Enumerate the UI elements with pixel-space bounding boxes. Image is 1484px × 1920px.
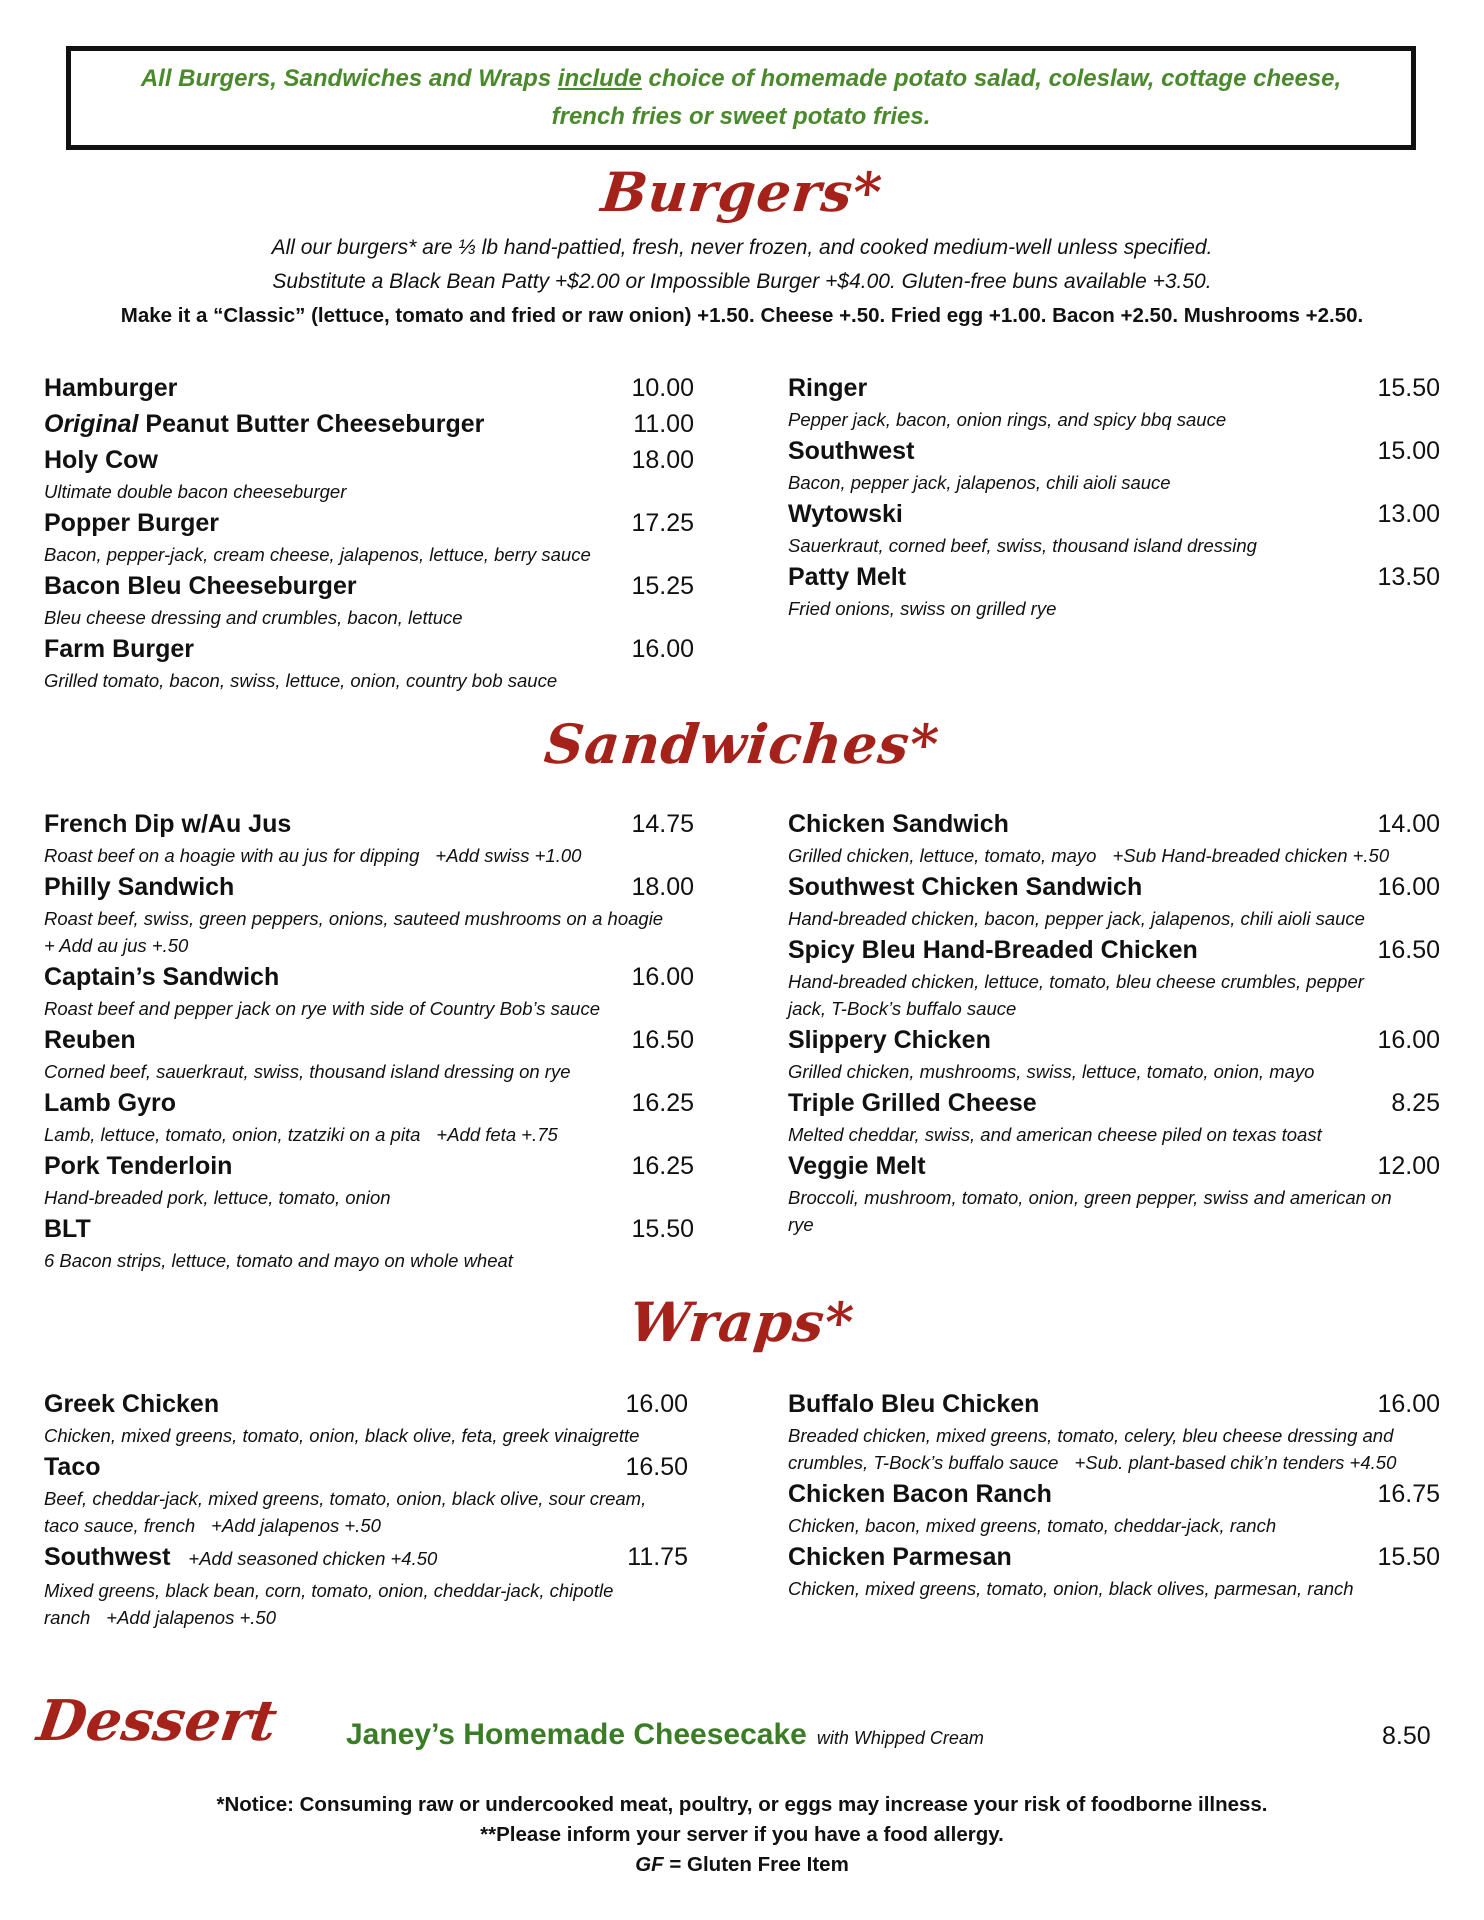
- menu-item: [44, 806, 694, 869]
- item-name: French Dip w/Au Jus: [44, 810, 292, 838]
- sandwiches-right-column: [788, 806, 1440, 1238]
- item-description: Pepper jack, bacon, onion rings, and spicy bbq sauce: [788, 409, 1227, 430]
- burgers-intro-line: All our burgers* are ⅓ lb hand-pattied, fresh, never frozen, and cooked medium-well unless specified.: [271, 236, 1213, 259]
- banner-include: include: [557, 65, 642, 92]
- item-description: Melted cheddar, swiss, and american cheese piled on texas toast: [788, 1124, 1322, 1145]
- menu-item: [44, 1386, 688, 1449]
- burgers-right-column: [788, 370, 1440, 622]
- menu-item: [44, 1148, 694, 1211]
- menu-item: [44, 1449, 688, 1539]
- menu-item: [44, 568, 694, 631]
- menu-item: [788, 1476, 1440, 1539]
- item-description: Beef, cheddar-jack, mixed greens, tomato, onion, black olive, sour cream,: [44, 1488, 647, 1509]
- item-description: Roast beef on a hoagie with au jus for dipping +Add swiss +1.00: [44, 845, 582, 866]
- item-name: Greek Chicken: [44, 1390, 220, 1418]
- item-description: Bacon, pepper-jack, cream cheese, jalapenos, lettuce, berry sauce: [44, 544, 591, 565]
- item-name: Southwest Chicken Sandwich: [788, 873, 1143, 901]
- burgers-intro: [0, 231, 1484, 333]
- menu-item: [788, 370, 1440, 433]
- item-description: Grilled chicken, mushrooms, swiss, lettuce, tomato, onion, mayo: [788, 1061, 1315, 1082]
- item-price: 18.00: [631, 446, 694, 474]
- item-description: Grilled tomato, bacon, swiss, lettuce, onion, country bob sauce: [44, 670, 558, 691]
- menu-item: [788, 496, 1440, 559]
- menu-item: [788, 433, 1440, 496]
- item-name: Janey’s Homemade Cheesecake: [346, 1718, 807, 1751]
- item-price: 14.00: [1377, 810, 1440, 838]
- menu-item: [788, 869, 1440, 932]
- add-on-note: +Add seasoned chicken +4.50: [188, 1548, 438, 1569]
- item-description: Roast beef, swiss, green peppers, onions, sauteed mushrooms on a hoagie: [44, 908, 664, 929]
- menu-item: [44, 1539, 688, 1631]
- menu-item: [44, 1022, 694, 1085]
- item-description: 6 Bacon strips, lettuce, tomato and mayo on whole wheat: [44, 1250, 513, 1271]
- item-name: BLT: [44, 1215, 91, 1243]
- item-price: 14.75: [631, 810, 694, 838]
- item-price: 17.25: [631, 509, 694, 537]
- item-price: 11.75: [627, 1543, 688, 1571]
- item-name: Spicy Bleu Hand-Breaded Chicken: [788, 936, 1198, 964]
- item-name: Farm Burger: [44, 635, 195, 663]
- item-name: Lamb Gyro: [44, 1089, 176, 1117]
- wraps-left-column: [44, 1386, 688, 1631]
- item-name: Philly Sandwich: [44, 873, 235, 901]
- item-description: Ultimate double bacon cheeseburger: [44, 481, 347, 502]
- item-description: Bacon, pepper jack, jalapenos, chili aioli sauce: [788, 472, 1171, 493]
- item-price: 16.00: [1377, 1390, 1440, 1418]
- item-description-cont: jack, T-Bock’s buffalo sauce: [788, 998, 1017, 1019]
- item-name: Buffalo Bleu Chicken: [788, 1390, 1040, 1418]
- menu-item: [788, 1386, 1440, 1476]
- item-description: Chicken, bacon, mixed greens, tomato, cheddar-jack, ranch: [788, 1515, 1277, 1536]
- menu-item: [44, 406, 694, 442]
- item-name: Ringer: [788, 374, 868, 402]
- menu-item: [44, 631, 694, 694]
- sides-banner: [66, 46, 1416, 150]
- item-description: Chicken, mixed greens, tomato, onion, black olives, parmesan, ranch: [788, 1578, 1354, 1599]
- item-description-cont: rye: [788, 1214, 814, 1235]
- item-price: 18.00: [631, 873, 694, 901]
- item-price: 15.00: [1377, 437, 1440, 465]
- item-name: Hamburger: [44, 374, 178, 402]
- add-on-note: + Add au jus +.50: [44, 935, 189, 956]
- menu-item: [788, 806, 1440, 869]
- add-on-note: +Sub Hand-breaded chicken +.50: [1112, 845, 1390, 866]
- item-description-cont: crumbles, T-Bock’s buffalo sauce +Sub. plant-based chik’n tenders +4.50: [788, 1452, 1397, 1473]
- item-name: Bacon Bleu Cheeseburger: [44, 572, 357, 600]
- menu-item: [788, 1085, 1440, 1148]
- item-note: with Whipped Cream: [816, 1728, 984, 1748]
- item-price: 8.50: [1382, 1722, 1431, 1750]
- item-price: 16.00: [1377, 1026, 1440, 1054]
- sandwiches-left-column: [44, 806, 694, 1274]
- banner-text-3: french fries or sweet potato fries.: [551, 103, 931, 130]
- item-description: Chicken, mixed greens, tomato, onion, black olive, feta, greek vinaigrette: [44, 1425, 640, 1446]
- item-name: Pork Tenderloin: [44, 1152, 233, 1180]
- item-description: Corned beef, sauerkraut, swiss, thousand island dressing on rye: [44, 1061, 571, 1082]
- menu-item: [44, 370, 694, 406]
- item-price: 16.00: [631, 963, 694, 991]
- wraps-right-column: [788, 1386, 1440, 1602]
- item-name: Original Peanut Butter Cheeseburger: [44, 410, 485, 438]
- item-description: Roast beef and pepper jack on rye with side of Country Bob’s sauce: [44, 998, 601, 1019]
- item-price: 16.00: [625, 1390, 688, 1418]
- add-on-note: +Add swiss +1.00: [435, 845, 582, 866]
- item-price: 16.50: [631, 1026, 694, 1054]
- dessert-title: Dessert: [33, 1688, 281, 1754]
- item-description-cont: ranch +Add jalapenos +.50: [44, 1607, 277, 1628]
- add-on-note: +Add jalapenos +.50: [106, 1607, 277, 1628]
- burgers-intro-line: Make it a “Classic” (lettuce, tomato and fried or raw onion) +1.50. Cheese +.50. Fried egg +1.00. Bacon +2.50. Mushrooms +2.50.: [120, 304, 1364, 327]
- item-description: Broccoli, mushroom, tomato, onion, green pepper, swiss and american on: [788, 1187, 1392, 1208]
- menu-item: [44, 959, 694, 1022]
- item-price: 16.00: [1377, 873, 1440, 901]
- item-price: 10.00: [631, 374, 694, 402]
- menu-item: [44, 442, 694, 505]
- banner-text-2: choice of homemade potato salad, coleslaw, cottage cheese,: [641, 65, 1342, 92]
- add-on-note: +Add feta +.75: [436, 1124, 558, 1145]
- wraps-title: Wraps*: [626, 1290, 858, 1354]
- item-name: Chicken Bacon Ranch: [788, 1480, 1052, 1508]
- menu-item: [788, 559, 1440, 622]
- item-price: 12.00: [1377, 1152, 1440, 1180]
- item-name: Veggie Melt: [788, 1152, 926, 1180]
- item-price: 16.25: [631, 1152, 694, 1180]
- item-name: Southwest: [788, 437, 915, 465]
- item-price: 15.25: [631, 572, 694, 600]
- item-name: Southwest +Add seasoned chicken +4.50: [44, 1543, 438, 1571]
- item-description-cont: taco sauce, french +Add jalapenos +.50: [44, 1515, 381, 1536]
- item-price: 15.50: [1377, 374, 1440, 402]
- add-on-note: +Sub. plant-based chik’n tenders +4.50: [1074, 1452, 1397, 1473]
- add-on-note: +Add jalapenos +.50: [211, 1515, 381, 1536]
- item-description: Bleu cheese dressing and crumbles, bacon, lettuce: [44, 607, 463, 628]
- item-name: Slippery Chicken: [788, 1026, 991, 1054]
- item-description: Mixed greens, black bean, corn, tomato, onion, cheddar-jack, chipotle: [44, 1580, 614, 1601]
- item-price: 13.00: [1377, 500, 1440, 528]
- banner-text-1: All Burgers, Sandwiches and Wraps: [140, 65, 558, 92]
- notices: [0, 1790, 1484, 1880]
- item-description: Sauerkraut, corned beef, swiss, thousand island dressing: [788, 535, 1257, 556]
- item-name: Patty Melt: [788, 563, 907, 591]
- menu-item: [44, 505, 694, 568]
- item-name: Taco: [44, 1453, 101, 1481]
- burgers-title: Burgers*: [598, 160, 886, 224]
- item-price: 15.50: [631, 1215, 694, 1243]
- sandwiches-title: Sandwiches*: [541, 712, 943, 776]
- item-name: Chicken Parmesan: [788, 1543, 1012, 1571]
- menu-item: [44, 869, 694, 959]
- item-description: Hand-breaded pork, lettuce, tomato, onion: [44, 1187, 391, 1208]
- item-name: Holy Cow: [44, 446, 158, 474]
- item-description: Fried onions, swiss on grilled rye: [788, 598, 1057, 619]
- item-name: Triple Grilled Cheese: [788, 1089, 1037, 1117]
- item-price: 8.25: [1391, 1089, 1440, 1117]
- item-price: 16.50: [625, 1453, 688, 1481]
- item-description: Breaded chicken, mixed greens, tomato, celery, bleu cheese dressing and: [788, 1425, 1394, 1446]
- item-description: Grilled chicken, lettuce, tomato, mayo +Sub Hand-breaded chicken +.50: [788, 845, 1390, 866]
- item-description: Hand-breaded chicken, lettuce, tomato, bleu cheese crumbles, pepper: [788, 971, 1364, 992]
- notice-foodborne: *Notice: Consuming raw or undercooked meat, poultry, or eggs may increase your risk of foodborne illness.: [216, 1793, 1268, 1816]
- item-price: 16.00: [631, 635, 694, 663]
- item-price: 15.50: [1377, 1543, 1440, 1571]
- item-name: Wytowski: [788, 500, 903, 528]
- notice-allergy: **Please inform your server if you have a food allergy.: [480, 1823, 1004, 1846]
- item-price: 16.25: [631, 1089, 694, 1117]
- menu-item: [788, 1148, 1440, 1238]
- item-price: 13.50: [1377, 563, 1440, 591]
- menu-item: [788, 932, 1440, 1022]
- item-description: Hand-breaded chicken, bacon, pepper jack, jalapenos, chili aioli sauce: [788, 908, 1365, 929]
- notice-gluten-free: GF = Gluten Free Item: [635, 1853, 849, 1876]
- item-name: Reuben: [44, 1026, 136, 1054]
- item-description: Lamb, lettuce, tomato, onion, tzatziki on a pita +Add feta +.75: [44, 1124, 558, 1145]
- burgers-intro-line: Substitute a Black Bean Patty +$2.00 or Impossible Burger +$4.00. Gluten-free buns available +3.50.: [272, 270, 1212, 293]
- item-name: Captain’s Sandwich: [44, 963, 280, 991]
- menu-item: [44, 1085, 694, 1148]
- item-price: 16.50: [1377, 936, 1440, 964]
- menu-item: [788, 1022, 1440, 1085]
- burgers-left-column: [44, 370, 694, 694]
- item-price: 16.75: [1377, 1480, 1440, 1508]
- menu-item: [44, 1211, 694, 1274]
- dessert-item: [346, 1718, 984, 1752]
- item-name: Chicken Sandwich: [788, 810, 1009, 838]
- menu-item: [788, 1539, 1440, 1602]
- item-name: Popper Burger: [44, 509, 220, 537]
- item-price: 11.00: [633, 410, 694, 438]
